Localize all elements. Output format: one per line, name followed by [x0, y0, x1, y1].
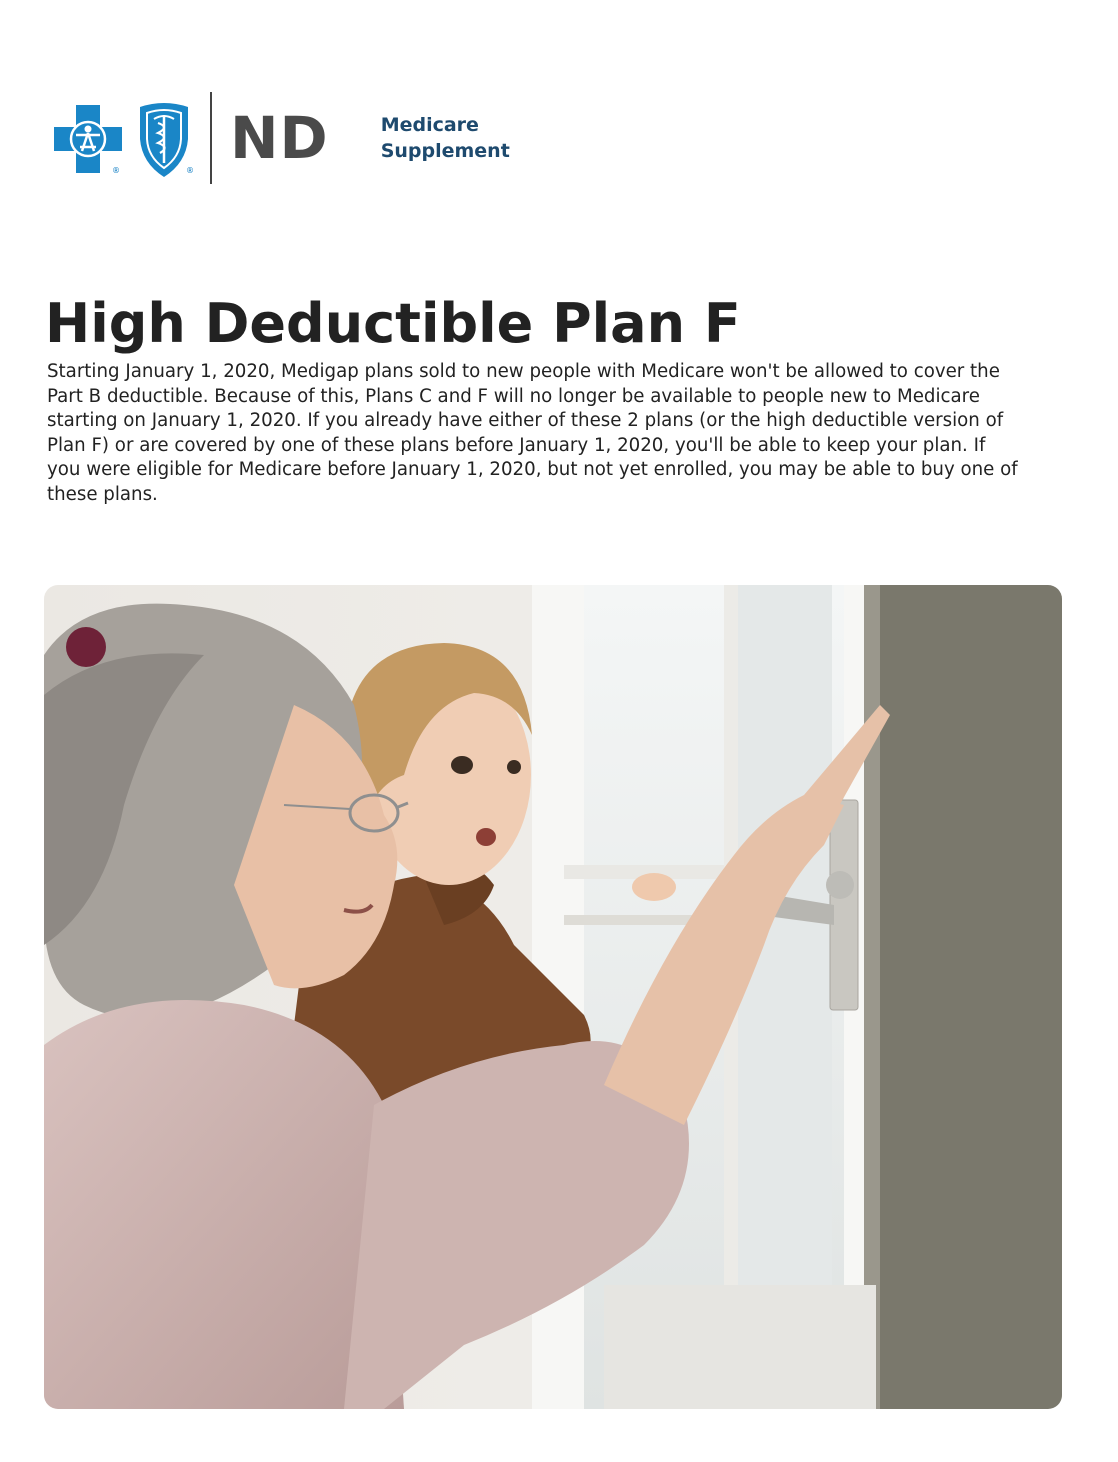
registered-mark: ®: [112, 166, 120, 175]
intro-paragraph: Starting January 1, 2020, Medigap plans sold to new people with Medicare won't be allowed to cover the Part B deductible. Because of this, Plans C and F will no longer be available to people new to Medicare starting on January 1, 2020. If you already have either of these 2 plans (or the high deductible version of Plan F) or are covered by one of these plans before January 1, 2020, you'll be able to keep your plan. If you were eligible for Medicare before January 1, 2020, but not yet enrolled, you may be able to buy one of these plans.: [47, 361, 1018, 505]
family-photo: [44, 585, 1062, 1409]
page-title: High Deductible Plan F: [45, 292, 741, 355]
product-name: [381, 112, 510, 164]
brand-header: [52, 92, 510, 184]
product-line-1: Medicare: [380, 114, 479, 136]
family-photo-illustration: [44, 585, 1062, 1409]
logo-divider: [210, 92, 212, 184]
product-line-2: Supplement: [380, 140, 510, 162]
blue-cross-icon: [52, 97, 124, 179]
blue-shield-icon: [136, 97, 192, 179]
brand-logo-text: ND: [230, 104, 329, 172]
registered-mark: ®: [186, 166, 194, 175]
